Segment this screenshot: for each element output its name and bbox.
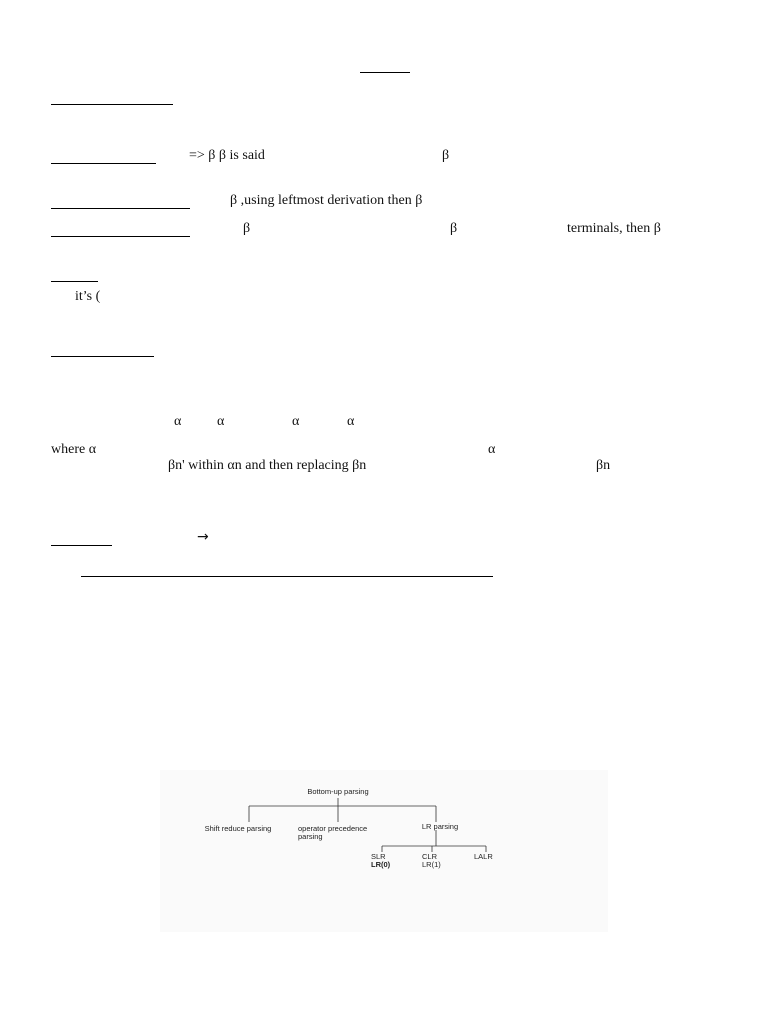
bottom-up-parsing-diagram: [160, 770, 608, 932]
root-node-label: Bottom-up parsing: [307, 787, 369, 796]
heading-underline-2: [51, 163, 156, 164]
its-text: it’s (: [75, 289, 101, 304]
beta-symbol: β: [442, 148, 450, 163]
beta-symbol: β: [243, 221, 251, 236]
heading-underline-3: [51, 208, 190, 209]
section-underline: [81, 576, 493, 577]
child-node-sublabel: parsing: [298, 832, 323, 841]
alpha-symbol: α: [292, 414, 300, 429]
leftmost-derivation-text: β ,using leftmost derivation then β: [230, 193, 423, 208]
beta-n-symbol: βn: [596, 458, 611, 473]
sentential-form-text: => β β is said: [189, 148, 265, 163]
alpha-symbol: α: [488, 442, 496, 457]
where-alpha-text: where α: [51, 442, 97, 457]
title-underline: [360, 72, 410, 73]
lr-node-sublabel: LR(0): [371, 860, 391, 869]
beta-symbol: β: [450, 221, 458, 236]
lr-node-label: CLR: [422, 852, 438, 861]
handle-pruning-text: βn' within αn and then replacing βn: [168, 458, 367, 473]
heading-underline-4: [51, 236, 190, 237]
heading-underline-6: [51, 356, 154, 357]
alpha-symbol: α: [217, 414, 225, 429]
child-node-label: operator precedence: [298, 824, 368, 833]
terminals-text: terminals, then β: [567, 221, 661, 236]
heading-underline-7: [51, 545, 112, 546]
heading-underline-1: [51, 104, 173, 105]
child-node-label: LR parsing: [421, 822, 459, 831]
parsing-tree-svg: [160, 770, 608, 932]
lr-node-label: SLR: [371, 852, 386, 861]
alpha-symbol: α: [174, 414, 182, 429]
right-arrow-icon: →: [197, 529, 209, 545]
heading-underline-5: [51, 281, 98, 282]
lr-node-sublabel: LR(1): [422, 860, 441, 869]
lr-node-label: LALR: [474, 852, 493, 861]
alpha-symbol: α: [347, 414, 355, 429]
child-node-label: Shift reduce parsing: [204, 824, 272, 833]
